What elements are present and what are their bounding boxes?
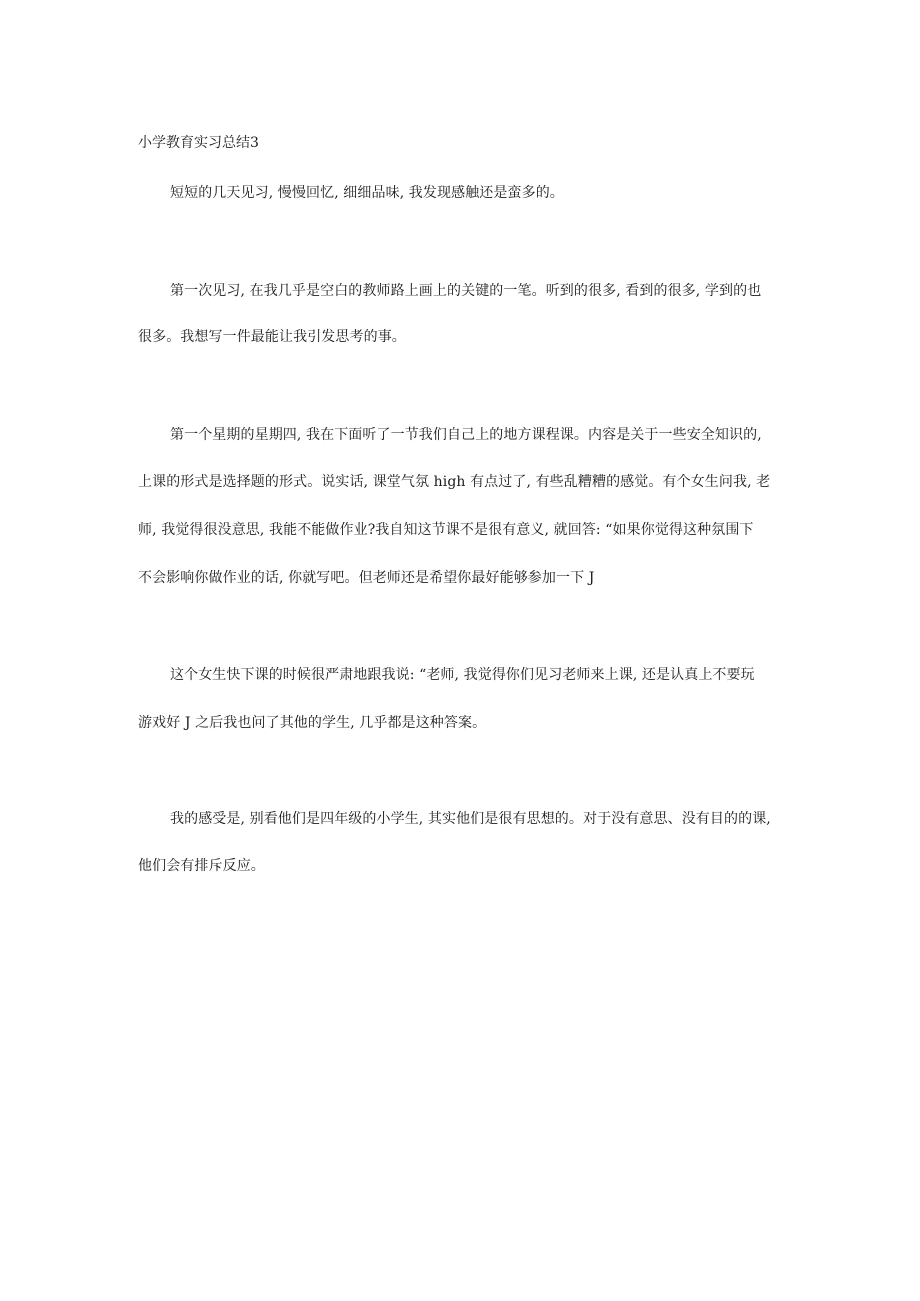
paragraph-1-line-1: 短短的几天见习, 慢慢回忆, 细细品味, 我发现感触还是蛮多的。	[170, 185, 564, 201]
paragraph-4-line-1: 这个女生快下课的时候很严肃地跟我说: “老师, 我觉得你们见习老师来上课, 还是认真上不要玩	[170, 667, 755, 683]
paragraph-3-line-2: 上课的形式是选择题的形式。说实话, 课堂气氛 high 有点过了, 有些乱糟糟的感觉。有个女生问我, 老	[138, 474, 771, 490]
paragraph-3-line-1: 第一个星期的星期四, 我在下面听了一节我们自己上的地方课程课。内容是关于一些安全知识的,	[170, 427, 762, 443]
paragraph-2-line-1: 第一次见习, 在我几乎是空白的教师路上画上的关键的一笔。听到的很多, 看到的很多, 学到的也	[170, 283, 762, 299]
paragraph-3-line-3: 师, 我觉得很没意思, 我能不能做作业?我自知这节课不是很有意义, 就回答: “如果你觉得这种氛围下	[138, 522, 754, 538]
paragraph-5-line-2: 他们会有排斥反应。	[138, 858, 265, 874]
document-title: 小学教育实习总结3	[138, 135, 259, 151]
paragraph-3-line-4: 不会影响你做作业的话, 你就写吧。但老师还是希望你最好能够参加一下 J	[138, 570, 595, 586]
paragraph-5-line-1: 我的感受是, 别看他们是四年级的小学生, 其实他们是很有思想的。对于没有意思、没有目的的课,	[170, 811, 771, 827]
paragraph-4-line-2: 游戏好 J 之后我也问了其他的学生, 几乎都是这种答案。	[138, 715, 487, 731]
paragraph-2-line-2: 很多。我想写一件最能让我引发思考的事。	[138, 329, 406, 345]
